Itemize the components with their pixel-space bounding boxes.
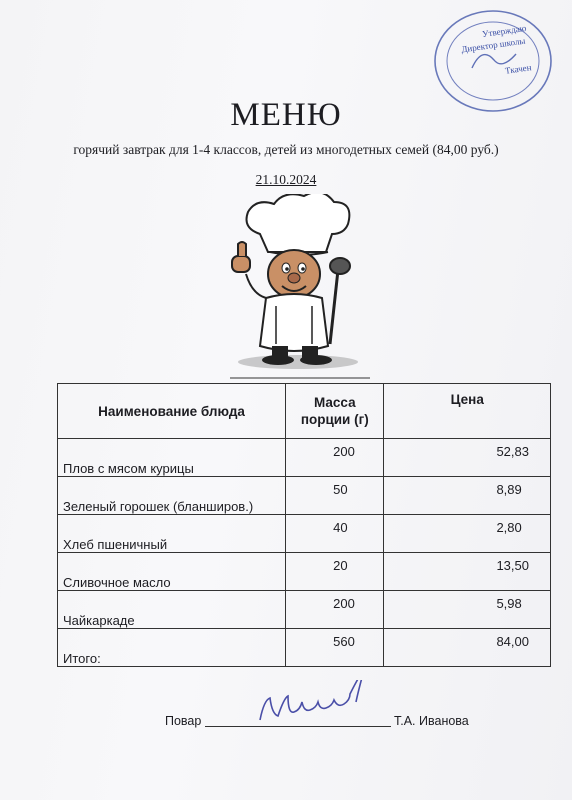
dish-mass: 20 [333, 558, 348, 573]
cook-role-label: Повар [165, 714, 202, 728]
header-portion-mass [286, 384, 384, 439]
dish-name: Зеленый горошек (бланширов.) [63, 499, 254, 514]
total-label: Итого: [63, 651, 101, 666]
dish-mass: 50 [333, 482, 348, 497]
dish-mass: 200 [333, 444, 355, 459]
stamp-line-surname: Ткачен [504, 62, 533, 76]
header-mass-line1: Масса [313, 395, 356, 410]
dish-price: 52,83 [496, 444, 529, 459]
dish-mass: 40 [333, 520, 348, 535]
header-dish-name: Наименование блюда [58, 384, 286, 439]
menu-date: 21.10.2024 [255, 172, 317, 187]
chef-illustration [220, 194, 380, 380]
table-row [58, 553, 551, 591]
table-total-row [58, 629, 551, 667]
table-row [58, 515, 551, 553]
stamp-line-approve: Утверждаю [481, 22, 527, 40]
dish-price: 5,98 [496, 596, 522, 611]
dish-name: Плов с мясом курицы [63, 461, 194, 476]
page-title: МЕНЮ [230, 97, 342, 133]
table-row [58, 591, 551, 629]
page-subtitle: горячий завтрак для 1-4 классов, детей из многодетных семей (84,00 руб.) [73, 142, 499, 157]
stamp-line-director: Директор школы [460, 35, 526, 55]
total-mass: 560 [333, 634, 355, 649]
dish-price: 13,50 [496, 558, 529, 573]
dish-price: 2,80 [496, 520, 522, 535]
dish-name: Чайкаркаде [63, 613, 135, 628]
dish-mass: 200 [333, 596, 355, 611]
header-mass-line2: порции (г) [300, 412, 369, 427]
dish-price: 8,89 [496, 482, 522, 497]
dish-name: Сливочное масло [63, 575, 171, 590]
menu-table [57, 383, 551, 667]
table-row [58, 477, 551, 515]
dish-name: Хлеб пшеничный [63, 537, 168, 552]
handwritten-signature [250, 680, 390, 732]
header-price: Цена [384, 384, 551, 439]
table-header-row [58, 384, 551, 439]
total-price: 84,00 [496, 634, 529, 649]
cook-name: Т.А. Иванова [394, 714, 469, 728]
table-row [58, 439, 551, 477]
